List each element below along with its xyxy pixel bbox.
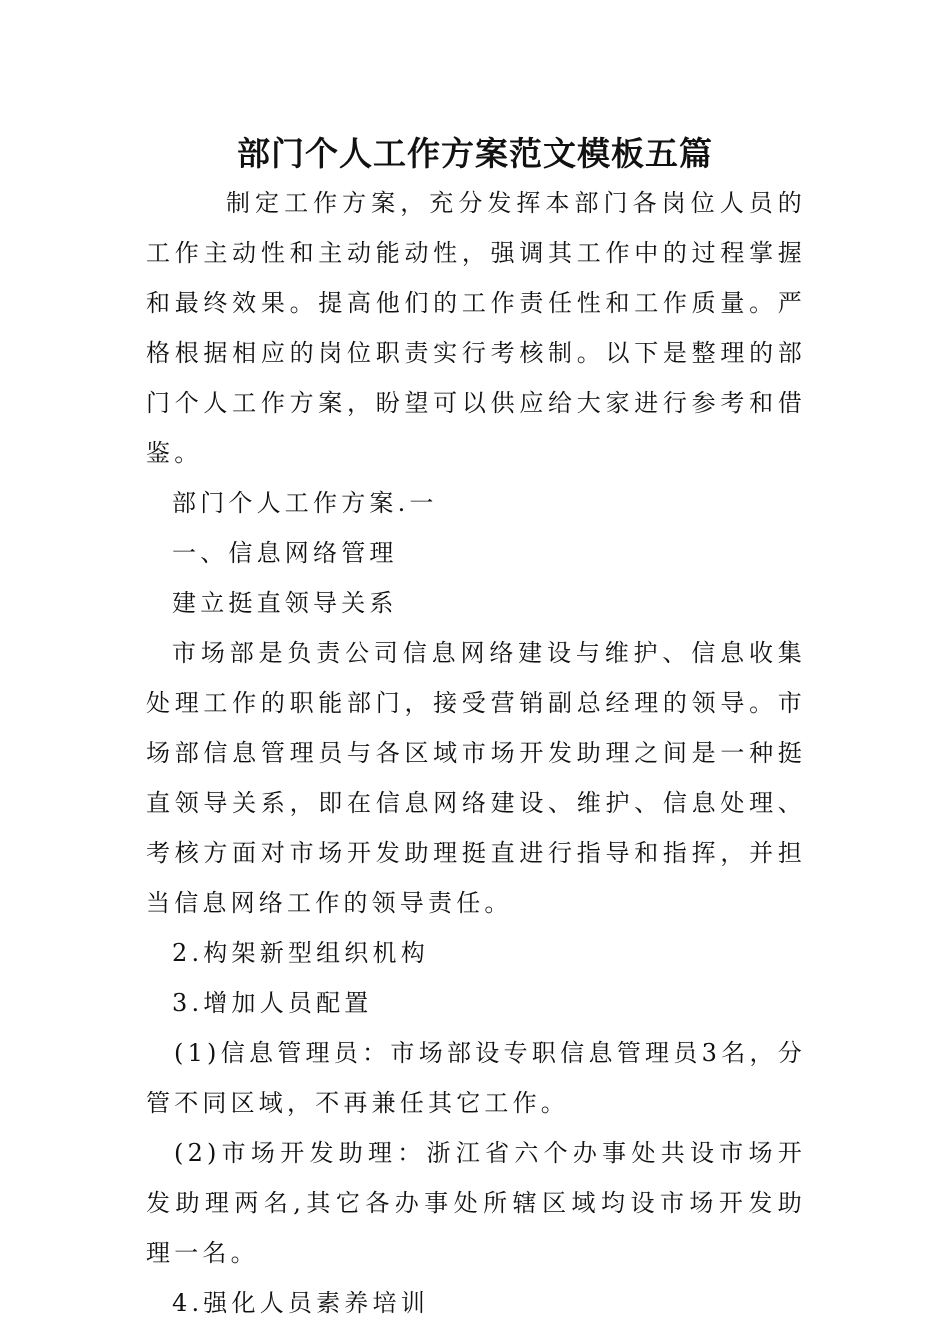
list-item: (1)信息管理员：市场部设专职信息管理员3名，分管不同区域，不再兼任其它工作。 bbox=[146, 1039, 806, 1117]
body-paragraph: 市场部是负责公司信息网络建设与维护、信息收集处理工作的职能部门，接受营销副总经理的领导。市场部信息管理员与各区域市场开发助理之间是一种挺直领导关系，即在信息网络建设、维护、信息处理、考核方面对市场开发助理挺直进行指导和指挥，并担当信息网络工作的领导责任。 bbox=[146, 639, 806, 917]
list-item: (2)市场开发助理：浙江省六个办事处共设市场开发助理两名,其它各办事处所辖区域均设市场开发助理一名。 bbox=[146, 1139, 806, 1267]
section-heading: 部门个人工作方案.一 bbox=[172, 489, 438, 517]
intro-paragraph: 制定工作方案，充分发挥本部门各岗位人员的工作主动性和主动能动性，强调其工作中的过程掌握和最终效果。提高他们的工作责任性和工作质量。严格根据相应的岗位职责实行考核制。以下是整理的部门个人工作方案，盼望可以供应给大家进行参考和借鉴。 bbox=[146, 189, 806, 467]
list-item: 4.强化人员素养培训 bbox=[172, 1289, 429, 1317]
list-item: 2.构架新型组织机构 bbox=[172, 939, 429, 967]
subsection-heading: 一、信息网络管理 bbox=[172, 539, 398, 567]
document-body bbox=[146, 178, 806, 1328]
subsection-heading: 建立挺直领导关系 bbox=[172, 589, 398, 617]
document-title: 部门个人工作方案范文模板五篇 bbox=[237, 134, 713, 173]
list-item: 3.增加人员配置 bbox=[172, 989, 373, 1017]
